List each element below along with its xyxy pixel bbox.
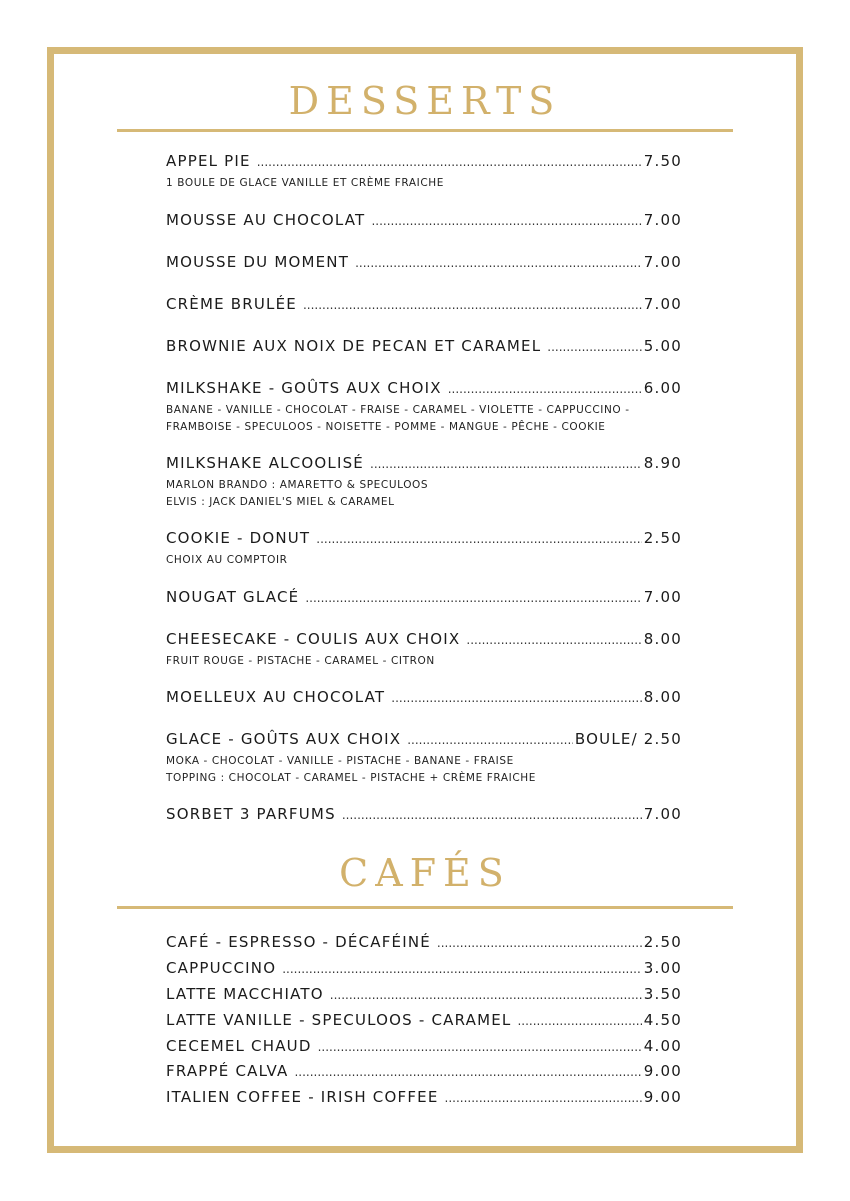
menu-item-line xyxy=(166,984,682,1005)
menu-item-line xyxy=(166,453,682,474)
item-name: CAFÉ - ESPRESSO - DÉCAFÉINÉ xyxy=(166,933,431,951)
item-name: CRÈME BRULÉE xyxy=(166,295,297,313)
menu-item xyxy=(166,687,682,708)
item-price: 6.00 xyxy=(643,379,682,397)
menu-item xyxy=(166,528,682,569)
menu-item xyxy=(166,378,682,436)
item-name: GLACE - GOÛTS AUX CHOIX xyxy=(166,730,402,748)
dot-leader xyxy=(445,1088,642,1108)
item-name: LATTE MACCHIATO xyxy=(166,985,324,1003)
menu-item-line xyxy=(166,958,682,979)
menu-item xyxy=(166,1061,682,1082)
dot-leader xyxy=(294,1062,641,1082)
menu-item-line xyxy=(166,804,682,825)
dot-leader xyxy=(448,379,642,399)
item-name: FRAPPÉ CALVA xyxy=(166,1062,289,1080)
item-price: 9.00 xyxy=(643,1062,682,1080)
menu-item-line xyxy=(166,1061,682,1082)
menu-item-line xyxy=(166,587,682,608)
menu-item-line xyxy=(166,378,682,399)
item-name: ITALIEN COFFEE - IRISH COFFEE xyxy=(166,1088,439,1106)
item-name: MOUSSE DU MOMENT xyxy=(166,253,350,271)
desserts-heading: DESSERTS xyxy=(288,79,562,123)
menu-item-line xyxy=(166,294,682,315)
item-price: 9.00 xyxy=(643,1088,682,1106)
dot-leader xyxy=(517,1011,641,1031)
menu-item xyxy=(166,294,682,315)
menu-item-line xyxy=(166,1010,682,1031)
item-price: 8.00 xyxy=(643,630,682,648)
dot-leader xyxy=(305,588,641,608)
dot-leader xyxy=(257,152,642,172)
menu-item-line xyxy=(166,687,682,708)
dot-leader xyxy=(391,688,642,708)
dot-leader xyxy=(466,630,641,650)
menu-item-line xyxy=(166,151,682,172)
menu-item-line xyxy=(166,932,682,953)
menu-item xyxy=(166,1087,682,1108)
item-price: 8.00 xyxy=(643,688,682,706)
dot-leader xyxy=(547,337,642,357)
menu-item-line xyxy=(166,1036,682,1057)
menu-item-line xyxy=(166,729,682,750)
item-name: MILKSHAKE - GOÛTS AUX CHOIX xyxy=(166,379,442,397)
item-price: 4.00 xyxy=(643,1037,682,1055)
menu-item-line xyxy=(166,629,682,650)
dot-leader xyxy=(318,1037,642,1057)
dot-leader xyxy=(407,730,573,750)
menu-item xyxy=(166,1010,682,1031)
item-name: NOUGAT GLACÉ xyxy=(166,588,300,606)
item-description: BANANE - VANILLE - CHOCOLAT - FRAISE - CARAMEL - VIOLETTE - CAPPUCCINO - xyxy=(166,404,630,416)
item-price: BOULE/ 2.50 xyxy=(574,730,682,748)
item-price: 4.50 xyxy=(643,1011,682,1029)
menu-item xyxy=(166,336,682,357)
menu-item xyxy=(166,210,682,231)
item-description: FRUIT ROUGE - PISTACHE - CARAMEL - CITRON xyxy=(166,655,435,667)
desserts-divider xyxy=(117,129,733,132)
menu-item xyxy=(166,453,682,511)
item-price: 8.90 xyxy=(643,454,682,472)
menu-item xyxy=(166,932,682,953)
dot-leader xyxy=(303,295,642,315)
item-name: APPEL PIE xyxy=(166,152,251,170)
item-name: LATTE VANILLE - SPECULOOS - CARAMEL xyxy=(166,1011,512,1029)
item-price: 7.00 xyxy=(643,211,682,229)
item-description: ELVIS : JACK DANIEL'S MIEL & CARAMEL xyxy=(166,496,395,508)
item-price: 7.00 xyxy=(643,295,682,313)
item-price: 7.50 xyxy=(643,152,682,170)
item-name: COOKIE - DONUT xyxy=(166,529,311,547)
menu-item xyxy=(166,804,682,825)
menu-item xyxy=(166,984,682,1005)
item-price: 2.50 xyxy=(643,529,682,547)
dot-leader xyxy=(342,805,642,825)
dot-leader xyxy=(437,933,642,953)
item-name: MILKSHAKE ALCOOLISÉ xyxy=(166,454,364,472)
menu-item-line xyxy=(166,336,682,357)
dot-leader xyxy=(282,959,642,979)
item-description: CHOIX AU COMPTOIR xyxy=(166,554,288,566)
menu-item xyxy=(166,151,682,192)
item-price: 3.50 xyxy=(643,985,682,1003)
menu-item xyxy=(166,958,682,979)
dot-leader xyxy=(316,529,642,549)
menu-item-line xyxy=(166,1087,682,1108)
item-description: TOPPING : CHOCOLAT - CARAMEL - PISTACHE + CRÈME FRAICHE xyxy=(166,772,537,784)
item-price: 7.00 xyxy=(643,805,682,823)
cafes-heading: CAFÉS xyxy=(339,851,511,895)
item-name: BROWNIE AUX NOIX DE PECAN ET CARAMEL xyxy=(166,337,542,355)
item-name: SORBET 3 PARFUMS xyxy=(166,805,336,823)
dot-leader xyxy=(370,454,642,474)
menu-item xyxy=(166,1036,682,1057)
item-name: MOELLEUX AU CHOCOLAT xyxy=(166,688,386,706)
item-description: MOKA - CHOCOLAT - VANILLE - PISTACHE - BANANE - FRAISE xyxy=(166,755,514,767)
item-name: MOUSSE AU CHOCOLAT xyxy=(166,211,366,229)
dot-leader xyxy=(330,985,642,1005)
dot-leader xyxy=(355,253,642,273)
item-price: 7.00 xyxy=(643,253,682,271)
item-description: MARLON BRANDO : AMARETTO & SPECULOOS xyxy=(166,479,429,491)
dot-leader xyxy=(371,211,641,231)
item-name: CAPPUCCINO xyxy=(166,959,277,977)
item-price: 3.00 xyxy=(643,959,682,977)
menu-item-line xyxy=(166,528,682,549)
menu-item-line xyxy=(166,252,682,273)
menu-item-line xyxy=(166,210,682,231)
menu-item xyxy=(166,729,682,787)
item-description: FRAMBOISE - SPECULOOS - NOISETTE - POMME - MANGUE - PÊCHE - COOKIE xyxy=(166,421,606,433)
item-name: CHEESECAKE - COULIS AUX CHOIX xyxy=(166,630,461,648)
menu-item xyxy=(166,252,682,273)
item-description: 1 BOULE DE GLACE VANILLE ET CRÈME FRAICHE xyxy=(166,177,445,189)
item-price: 5.00 xyxy=(643,337,682,355)
menu-item xyxy=(166,587,682,608)
item-name: CECEMEL CHAUD xyxy=(166,1037,312,1055)
item-price: 7.00 xyxy=(643,588,682,606)
menu-item xyxy=(166,629,682,670)
item-price: 2.50 xyxy=(643,933,682,951)
cafes-divider xyxy=(117,906,733,909)
